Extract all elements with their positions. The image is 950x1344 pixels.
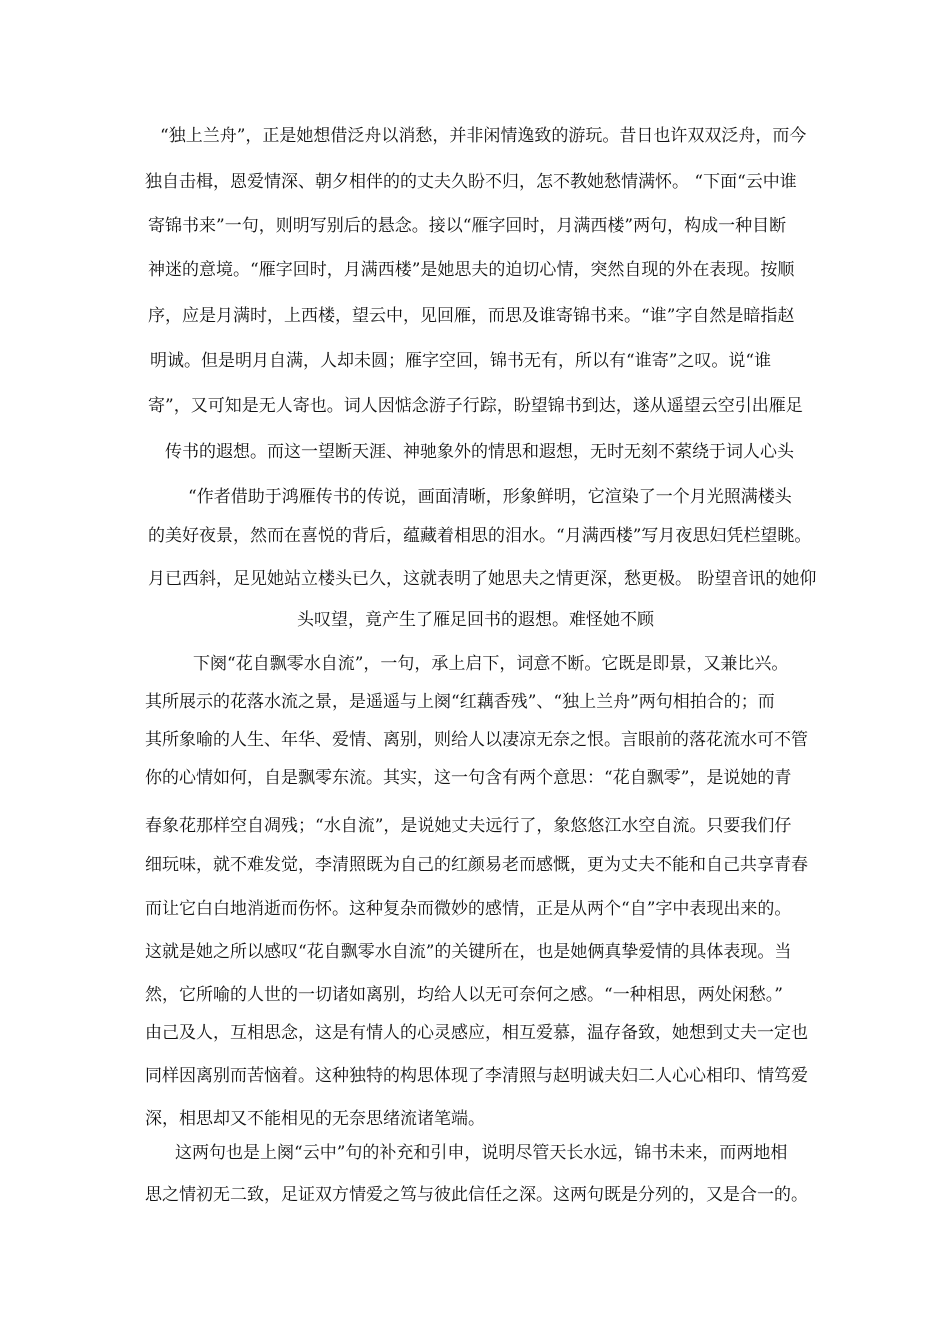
text-line: 明诚。但是明月自满，人却未圆；雁字空回，锦书无有，所以有“谁寄”之叹。说“谁 [150,351,772,371]
text-line: 头叹望，竟产生了雁足回书的遐想。难怪她不顾 [297,610,654,630]
text-line: 序，应是月满时，上西楼，望云中，见回雁，而思及谁寄锦书来。“谁”字自然是暗指赵 [148,306,795,326]
text-line: 下阕“花自飘零水自流”，一句，承上启下，词意不断。它既是即景，又兼比兴。 [193,654,789,674]
text-line: 其所展示的花落水流之景，是遥遥与上阕“红藕香残”、“独上兰舟”两句相拍合的；而 [145,692,775,712]
text-line: 思之情初无二致，足证双方情爱之笃与彼此信任之深。这两句既是分列的，又是合一的。 [145,1185,808,1205]
text-line: 月已西斜，足见她站立楼头已久，这就表明了她思夫之情更深，愁更极。 盼望音讯的她仰 [148,569,817,589]
text-line: 的美好夜景，然而在喜悦的背后，蕴藏着相思的泪水。“月满西楼”写月夜思妇凭栏望眺。 [148,526,812,546]
text-line: 然，它所喻的人世的一切诸如离别，均给人以无可奈何之感。“一种相思，两处闲愁。” [145,985,783,1005]
text-line: 神迷的意境。“雁字回时，月满西楼”是她思夫的迫切心情，突然自现的外在表现。按顺 [148,260,795,280]
text-line: “独上兰舟”，正是她想借泛舟以消愁，并非闲情逸致的游玩。昔日也许双双泛舟，而今 [160,126,807,146]
text-line: 这两句也是上阕“云中”句的补充和引申，说明尽管天长水远，锦书未来，而两地相 [175,1143,788,1163]
text-line: 同样因离别而苦恼着。这种独特的构思体现了李清照与赵明诚夫妇二人心心相印、情笃爱 [145,1066,808,1086]
text-line: 细玩味，就不难发觉，李清照既为自己的红颜易老而感慨，更为丈夫不能和自己共享青春 [145,855,808,875]
text-line: 其所象喻的人生、年华、爱情、离别，则给人以凄凉无奈之恨。言眼前的落花流水可不管 [145,730,808,750]
text-line: 这就是她之所以感叹“花自飘零水自流”的关键所在，也是她俩真挚爱情的具体表现。当 [145,942,792,962]
text-line: 深，相思却又不能相见的无奈思绪流诸笔端。 [145,1109,485,1129]
text-line: 寄锦书来”一句，则明写别后的悬念。接以“雁字回时，月满西楼”两句，构成一种目断 [148,216,787,236]
text-line: 寄”，又可知是无人寄也。词人因惦念游子行踪，盼望锦书到达，遂从遥望云空引出雁足 [148,396,803,416]
text-line: 独自击楫，恩爱情深、朝夕相伴的的丈夫久盼不归，怎不教她愁情满怀。 “下面“云中谁 [145,172,797,192]
text-line: 春象花那样空自凋残；“水自流”，是说她丈夫远行了，象悠悠江水空自流。只要我们仔 [145,816,792,836]
text-line: “作者借助于鸿雁传书的传说，画面清晰，形象鲜明，它渲染了一个月光照满楼头 [188,487,792,507]
text-line: 由己及人，互相思念，这是有情人的心灵感应，相互爱慕，温存备致，她想到丈夫一定也 [145,1023,808,1043]
text-line: 传书的遐想。而这一望断天涯、神驰象外的情思和遐想，无时无刻不萦绕于词人心头 [165,442,794,462]
text-line: 而让它白白地消逝而伤怀。这种复杂而微妙的感情，正是从两个“自”字中表现出来的。 [145,899,792,919]
text-line: 你的心情如何，自是飘零东流。其实，这一句含有两个意思：“花自飘零”，是说她的青 [145,768,792,788]
